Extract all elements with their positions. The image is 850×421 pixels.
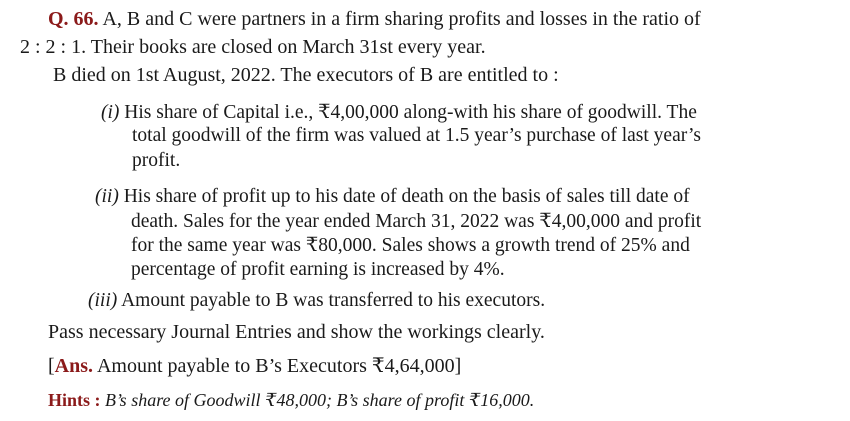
question-number: Q. 66. [48,8,99,30]
item-iii-line-1 [88,291,545,311]
answer-text: Amount payable to B’s Executors ₹4,64,000] [96,355,462,377]
item-i-line-1 [101,103,697,123]
item-ii-line-3 [131,236,690,256]
item-marker: (ii) [95,186,119,207]
item-text: Amount payable to B was transferred to his executors. [121,290,546,311]
item-i-line-2 [132,126,701,146]
item-text: His share of Capital i.e., ₹4,00,000 along-with his share of goodwill. The [124,102,697,123]
item-text: profit. [132,150,181,171]
question-text-1: A, B and C were partners in a firm sharing profits and losses in the ratio of [102,8,701,30]
instruction-text: Pass necessary Journal Entries and show the workings clearly. [48,321,545,343]
item-i-line-3 [132,151,180,171]
item-ii-line-1 [95,187,690,207]
answer-line [48,356,461,376]
hints-label: Hints : [48,390,101,410]
item-marker: (iii) [88,290,118,311]
item-text: percentage of profit earning is increased by 4%. [131,259,505,280]
answer-label: Ans. [54,355,94,377]
item-ii-line-4 [131,260,505,280]
question-line-1 [48,9,701,29]
question-line-2 [20,37,486,57]
item-ii-line-2 [131,212,701,232]
hints-text: B’s share of Goodwill ₹48,000; B’s share of profit ₹16,000. [105,390,535,410]
question-line-3 [53,65,559,85]
answer-open-bracket: [ [48,355,55,377]
item-marker: (i) [101,102,120,123]
hints-line [48,391,534,409]
question-text-3: B died on 1st August, 2022. The executors of B are entitled to : [53,64,559,86]
item-text: death. Sales for the year ended March 31, 2022 was ₹4,00,000 and profit [131,211,702,232]
question-text-2: 2 : 2 : 1. Their books are closed on March 31st every year. [20,36,486,58]
instruction-line [48,322,545,342]
item-text: for the same year was ₹80,000. Sales shows a growth trend of 25% and [131,235,690,256]
item-text: His share of profit up to his date of death on the basis of sales till date of [123,186,690,207]
item-text: total goodwill of the firm was valued at 1.5 year’s purchase of last year’s [132,125,701,146]
